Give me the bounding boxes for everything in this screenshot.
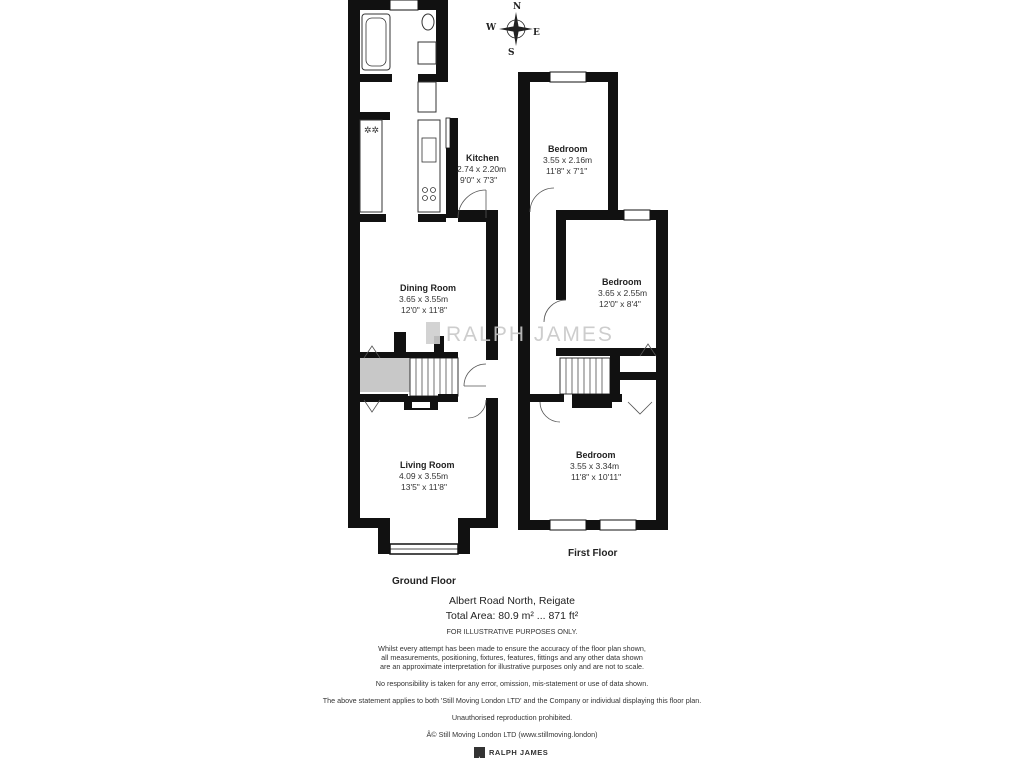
ground-floor-label: Ground Floor xyxy=(392,576,456,587)
worktop xyxy=(418,120,440,212)
sink-icon xyxy=(422,138,436,162)
fireplace xyxy=(572,394,612,408)
living-metric: 4.09 x 3.55m xyxy=(399,471,449,481)
statement-note: The above statement applies to both 'Still Moving London LTD' and the Company or individual displaying this floor plan. xyxy=(322,696,702,705)
svg-text:✲✲: ✲✲ xyxy=(364,125,380,135)
wall xyxy=(418,214,446,222)
window xyxy=(624,210,650,220)
bedroom1-name: Bedroom xyxy=(548,144,588,154)
appliance-icon xyxy=(418,82,436,112)
first-floor-label: First Floor xyxy=(568,548,618,559)
bedroom1-imperial: 11'8" x 7'1" xyxy=(546,166,588,176)
dining-metric: 3.65 x 3.55m xyxy=(399,294,449,304)
unauthorised-note: Unauthorised reproduction prohibited. xyxy=(451,713,573,722)
watermark-text: RALPH JAMES xyxy=(446,323,614,346)
kitchen-imperial: 9'0" x 7'3" xyxy=(460,175,498,185)
window xyxy=(600,520,636,530)
window xyxy=(550,520,586,530)
bedroom2-imperial: 12'0" x 8'4" xyxy=(599,299,641,309)
dining-imperial: 12'0" x 11'8" xyxy=(401,305,447,315)
brand-logo xyxy=(474,747,548,758)
wall xyxy=(518,72,530,530)
wall xyxy=(378,518,390,554)
wall xyxy=(458,518,470,554)
wall xyxy=(436,0,448,78)
wall xyxy=(556,210,668,220)
window xyxy=(550,72,586,82)
brand-logo-icon xyxy=(474,747,485,758)
illustrative-note: FOR ILLUSTRATIVE PURPOSES ONLY. xyxy=(446,627,578,636)
wall xyxy=(418,74,448,82)
toilet-icon xyxy=(422,14,434,30)
address: Albert Road North, Reigate xyxy=(448,595,576,607)
brand-logo-text: RALPH JAMES xyxy=(489,748,549,757)
basin-icon xyxy=(418,42,436,64)
wall xyxy=(530,394,564,402)
total-area: Total Area: 80.9 m² ... 871 ft² xyxy=(445,610,579,622)
compass-rose-icon xyxy=(485,2,540,58)
bedroom2-name: Bedroom xyxy=(602,277,642,287)
disclaimer-line-1: Whilst every attempt has been made to ensure the accuracy of the floor plan shown, xyxy=(378,644,646,653)
wall xyxy=(486,398,498,528)
wall xyxy=(360,352,458,358)
ground-floor-plan xyxy=(348,0,506,587)
wall xyxy=(556,210,566,300)
dining-name: Dining Room xyxy=(400,283,456,293)
compass-e: E xyxy=(533,28,540,38)
door-swing xyxy=(530,188,554,212)
wall xyxy=(360,214,386,222)
kitchen-name: Kitchen xyxy=(466,153,500,163)
bedroom3-name: Bedroom xyxy=(576,450,616,460)
disclaimer-line-2: all measurements, positioning, fixtures, features, fittings and any other data shown xyxy=(381,653,643,662)
bedroom3-metric: 3.55 x 3.34m xyxy=(570,461,620,471)
living-imperial: 13'5" x 11'8" xyxy=(401,482,447,492)
kitchen-metric: 2.74 x 2.20m xyxy=(457,164,507,174)
wall xyxy=(656,210,668,530)
bedroom3-imperial: 11'8" x 10'11" xyxy=(571,472,622,482)
wall xyxy=(348,0,360,528)
wall xyxy=(360,74,392,82)
compass-s: S xyxy=(508,48,515,58)
bedroom2-metric: 3.65 x 2.55m xyxy=(598,288,648,298)
bedroom1-metric: 3.55 x 2.16m xyxy=(543,155,593,165)
compass-n: N xyxy=(513,2,522,12)
disclaimer-line-3: are an approximate interpretation for illustrative purposes only and are not to scale. xyxy=(379,662,645,671)
stairs xyxy=(360,358,410,392)
wall xyxy=(348,518,382,528)
door-swing xyxy=(464,364,486,386)
first-floor-plan xyxy=(518,72,668,559)
wall xyxy=(518,520,668,530)
responsibility-note: No responsibility is taken for any error, omission, mis-statement or use of data shown. xyxy=(375,679,649,688)
stairs xyxy=(560,358,610,394)
wall xyxy=(360,394,408,402)
living-name: Living Room xyxy=(400,460,455,470)
watermark xyxy=(426,322,614,346)
window xyxy=(390,0,418,10)
wall xyxy=(360,112,390,120)
copyright-note: Â© Still Moving London LTD (www.stillmoving.london) xyxy=(426,730,598,739)
wall xyxy=(608,72,618,212)
compass-w: W xyxy=(486,23,497,33)
watermark-logo-icon xyxy=(426,322,440,344)
